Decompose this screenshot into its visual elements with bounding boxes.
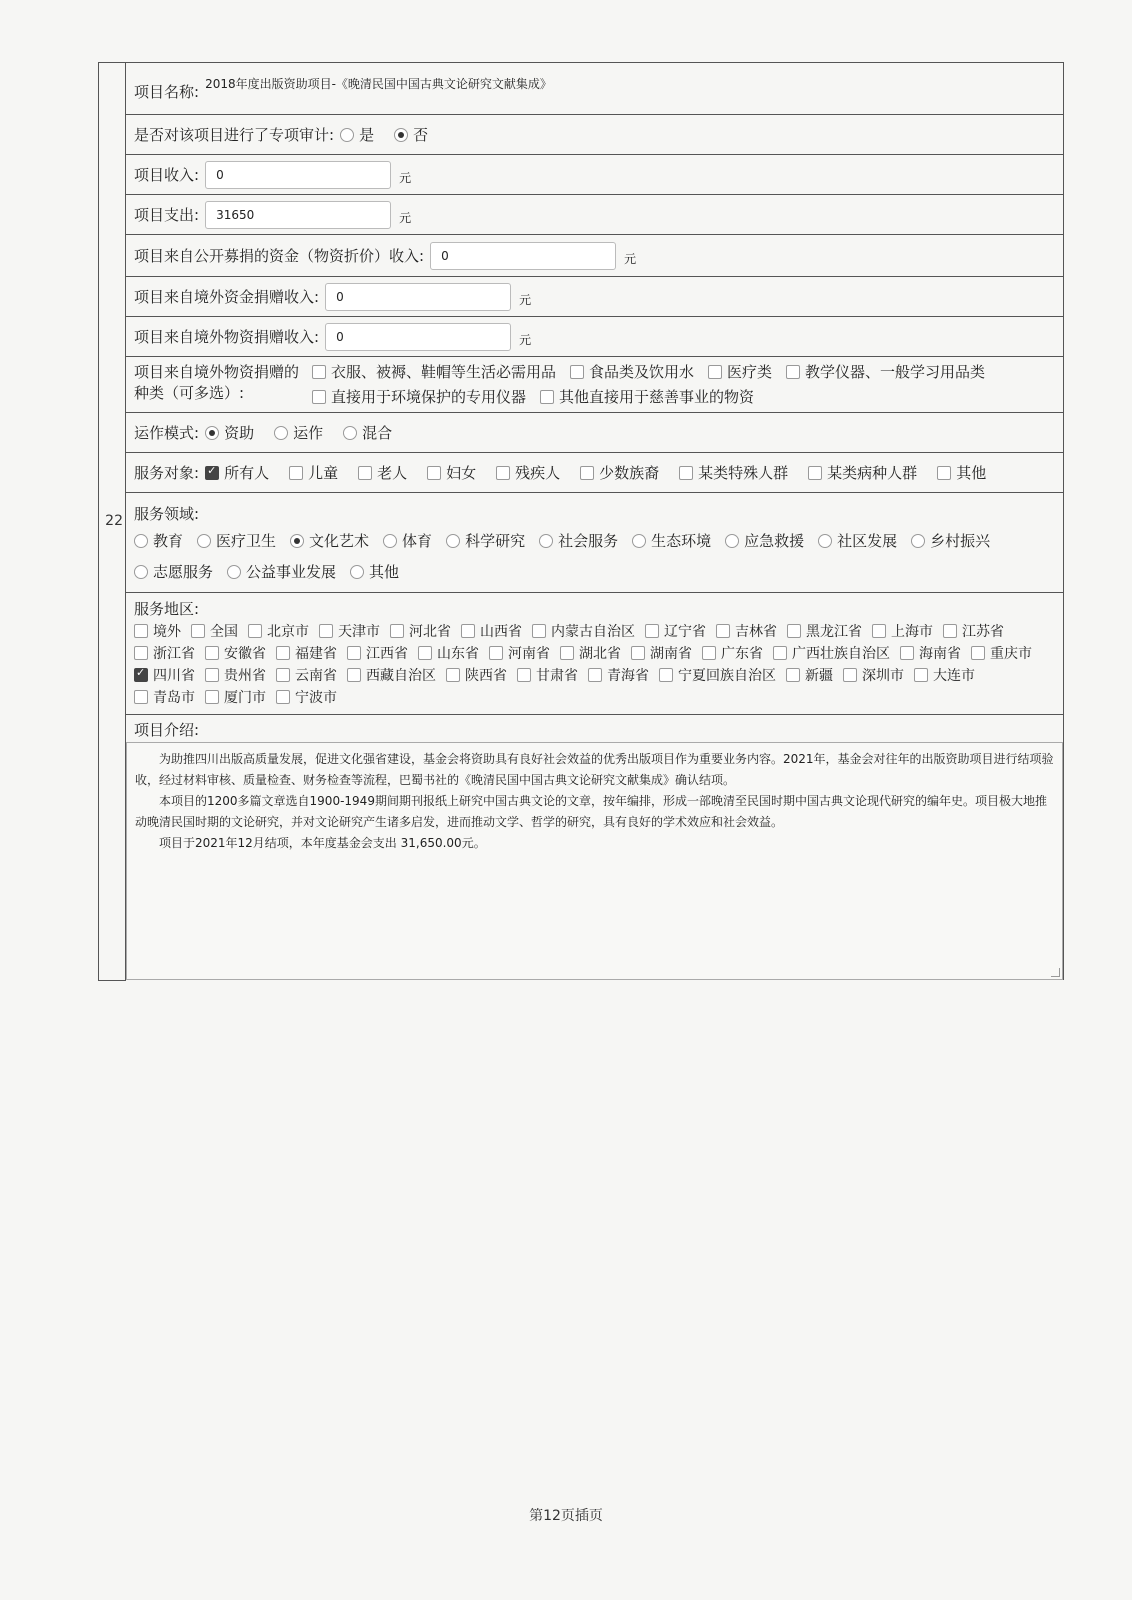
region-option-label: 甘肃省 — [536, 668, 578, 684]
region-option-label: 贵州省 — [224, 668, 266, 684]
region-option-label: 湖北省 — [579, 646, 621, 662]
region-option-label: 吉林省 — [735, 624, 777, 640]
intro-paragraph: 本项目的1200多篇文章选自1900-1949期间期刊报纸上研究中国古典文论的文章，按年编排，形成一部晚清至民国时期中国古典文论现代研究的编年史。项目极大地推动晚清民国时期的文论研究，并对文论研究产生诸多启发，进而推动文学、哲学的研究，具有良好的学术效应和社会效益。 — [135, 794, 1047, 829]
region-checkbox[interactable] — [276, 646, 290, 660]
region-checkbox[interactable] — [900, 646, 914, 660]
mode-option-label: 资助 — [224, 424, 255, 442]
region-checkbox[interactable] — [716, 624, 730, 638]
region-checkbox[interactable] — [773, 646, 787, 660]
region-option-label: 西藏自治区 — [366, 668, 436, 684]
field-radio[interactable] — [197, 534, 211, 548]
region-checkbox[interactable] — [319, 624, 333, 638]
target-checkbox[interactable] — [205, 466, 219, 480]
audit-no-radio[interactable] — [394, 128, 408, 142]
goods-type-checkbox[interactable] — [708, 365, 722, 379]
region-checkbox[interactable] — [645, 624, 659, 638]
region-option-label: 湖南省 — [650, 646, 692, 662]
region-checkbox[interactable] — [134, 668, 148, 682]
region-option-label: 广东省 — [721, 646, 763, 662]
goods-type-checkbox[interactable] — [786, 365, 800, 379]
region-option-label: 青海省 — [607, 668, 649, 684]
expense-label: 项目支出: — [134, 206, 200, 224]
region-option-label: 云南省 — [295, 668, 337, 684]
region-checkbox[interactable] — [205, 690, 219, 704]
field-radio[interactable] — [911, 534, 925, 548]
audit-yes-label: 是 — [359, 126, 375, 144]
mode-radio[interactable] — [205, 426, 219, 440]
region-checkbox[interactable] — [517, 668, 531, 682]
field-option-label: 其他 — [369, 563, 400, 581]
target-checkbox[interactable] — [427, 466, 441, 480]
mode-radio[interactable] — [274, 426, 288, 440]
region-option-label: 厦门市 — [224, 690, 266, 706]
target-option-label: 某类特殊人群 — [698, 464, 789, 482]
region-checkbox[interactable] — [461, 624, 475, 638]
region-option-label: 青岛市 — [153, 690, 195, 706]
field-option-label: 公益事业发展 — [246, 563, 337, 581]
region-checkbox[interactable] — [532, 624, 546, 638]
region-checkbox[interactable] — [588, 668, 602, 682]
target-checkbox[interactable] — [358, 466, 372, 480]
intro-textarea[interactable] — [126, 742, 1063, 980]
region-checkbox[interactable] — [276, 690, 290, 704]
goods-type-label: 衣服、被褥、鞋帽等生活必需用品 — [331, 362, 557, 381]
goods-type-checkbox[interactable] — [570, 365, 584, 379]
field-radio[interactable] — [350, 565, 364, 579]
region-checkbox[interactable] — [560, 646, 574, 660]
goods-type-label: 食品类及饮用水 — [589, 362, 695, 381]
region-option-label: 山东省 — [437, 646, 479, 662]
mode-option-label: 混合 — [362, 424, 393, 442]
region-checkbox[interactable] — [446, 668, 460, 682]
region-option-label: 重庆市 — [990, 646, 1032, 662]
region-checkbox[interactable] — [418, 646, 432, 660]
foreign-fund-unit: 元 — [519, 293, 532, 307]
region-checkbox[interactable] — [347, 668, 361, 682]
row-number-cell — [99, 63, 126, 981]
field-option-label: 体育 — [402, 532, 433, 550]
target-checkbox[interactable] — [937, 466, 951, 480]
region-checkbox[interactable] — [702, 646, 716, 660]
region-checkbox[interactable] — [390, 624, 404, 638]
foreign-goods-type-options — [306, 362, 1055, 408]
expense-input[interactable] — [205, 201, 391, 229]
target-label: 服务对象: — [134, 464, 200, 482]
target-option-label: 残疾人 — [515, 464, 561, 482]
mode-option-label: 运作 — [293, 424, 324, 442]
income-unit: 元 — [399, 171, 412, 185]
field-radio[interactable] — [539, 534, 553, 548]
region-option-label: 广西壮族自治区 — [792, 646, 890, 662]
intro-label: 项目介绍: — [134, 721, 200, 739]
income-input[interactable] — [205, 161, 391, 189]
income-label: 项目收入: — [134, 166, 200, 184]
region-label: 服务地区: — [134, 600, 200, 618]
target-option-label: 某类病种人群 — [827, 464, 918, 482]
mode-label: 运作模式: — [134, 424, 200, 442]
goods-type-label: 直接用于环境保护的专用仪器 — [331, 387, 527, 406]
region-option-label: 江西省 — [366, 646, 408, 662]
foreign-fund-label: 项目来自境外资金捐赠收入: — [134, 288, 320, 306]
target-checkbox[interactable] — [679, 466, 693, 480]
region-checkbox[interactable] — [631, 646, 645, 660]
intro-paragraph: 项目于2021年12月结项，本年度基金会支出 31,650.00元。 — [159, 836, 486, 850]
goods-type-checkbox[interactable] — [540, 390, 554, 404]
goods-type-checkbox[interactable] — [312, 390, 326, 404]
region-option-label: 上海市 — [891, 624, 933, 640]
field-option-label: 社会服务 — [558, 532, 619, 550]
region-checkbox[interactable] — [134, 646, 148, 660]
region-option-label: 黑龙江省 — [806, 624, 862, 640]
field-label: 服务领域: — [134, 505, 200, 523]
region-option-label: 浙江省 — [153, 646, 195, 662]
field-option-label: 教育 — [153, 532, 184, 550]
mode-radio[interactable] — [343, 426, 357, 440]
region-checkbox[interactable] — [205, 646, 219, 660]
expense-unit: 元 — [399, 211, 412, 225]
target-checkbox[interactable] — [808, 466, 822, 480]
field-radio[interactable] — [446, 534, 460, 548]
region-checkbox[interactable] — [971, 646, 985, 660]
audit-label: 是否对该项目进行了专项审计: — [134, 126, 335, 144]
row-number: 22 — [105, 513, 123, 530]
field-option-label: 医疗卫生 — [216, 532, 277, 550]
region-option-label: 新疆 — [805, 668, 833, 684]
region-option-label: 四川省 — [153, 668, 195, 684]
region-option-label: 山西省 — [480, 624, 522, 640]
region-checkbox[interactable] — [843, 668, 857, 682]
region-option-label: 内蒙古自治区 — [551, 624, 635, 640]
field-option-label: 乡村振兴 — [930, 532, 991, 550]
foreign-fund-input[interactable] — [325, 283, 511, 311]
public-donation-label: 项目来自公开募捐的资金（物资折价）收入: — [134, 247, 425, 265]
field-option-label: 文化艺术 — [309, 532, 370, 550]
region-checkbox[interactable] — [191, 624, 205, 638]
region-option-label: 境外 — [153, 624, 181, 640]
region-checkbox[interactable] — [786, 668, 800, 682]
audit-no-label: 否 — [413, 126, 429, 144]
field-option-label: 志愿服务 — [153, 563, 214, 581]
page-footer: 第12页插页 — [529, 1508, 603, 1524]
target-option-label: 少数族裔 — [599, 464, 660, 482]
intro-paragraph: 为助推四川出版高质量发展，促进文化强省建设，基金会将资助具有良好社会效益的优秀出版项目作为重要业务内容。2021年，基金会对往年的出版资助项目进行结项验收，经过材料审核、质量检查、财务检查等流程，巴蜀书社的《晚清民国中国古典文论研究文献集成》确认结项。 — [135, 752, 1054, 787]
target-option-label: 儿童 — [308, 464, 339, 482]
region-checkbox[interactable] — [659, 668, 673, 682]
public-donation-input[interactable] — [430, 242, 616, 270]
region-options — [134, 621, 1055, 707]
field-radio[interactable] — [134, 534, 148, 548]
target-option-label: 其他 — [956, 464, 987, 482]
region-option-label: 宁夏回族自治区 — [678, 668, 776, 684]
region-option-label: 宁波市 — [295, 690, 337, 706]
region-checkbox[interactable] — [787, 624, 801, 638]
goods-type-label: 其他直接用于慈善事业的物资 — [559, 387, 755, 406]
field-radio[interactable] — [818, 534, 832, 548]
target-option-label: 所有人 — [224, 464, 270, 482]
region-checkbox[interactable] — [872, 624, 886, 638]
field-option-label: 社区发展 — [837, 532, 898, 550]
project-name-value: 2018年度出版资助项目-《晚清民国中国古典文论研究文献集成》 — [205, 77, 552, 91]
region-checkbox[interactable] — [205, 668, 219, 682]
region-checkbox[interactable] — [489, 646, 503, 660]
field-radio[interactable] — [134, 565, 148, 579]
region-checkbox[interactable] — [943, 624, 957, 638]
region-option-label: 大连市 — [933, 668, 975, 684]
goods-type-checkbox[interactable] — [312, 365, 326, 379]
region-checkbox[interactable] — [347, 646, 361, 660]
field-options — [134, 530, 1055, 582]
region-option-label: 福建省 — [295, 646, 337, 662]
region-option-label: 深圳市 — [862, 668, 904, 684]
region-option-label: 北京市 — [267, 624, 309, 640]
resize-handle-icon[interactable] — [1051, 968, 1060, 977]
region-checkbox[interactable] — [914, 668, 928, 682]
foreign-goods-unit: 元 — [519, 333, 532, 347]
region-checkbox[interactable] — [134, 624, 148, 638]
target-checkbox[interactable] — [289, 466, 303, 480]
target-option-label: 妇女 — [446, 464, 477, 482]
field-radio[interactable] — [725, 534, 739, 548]
field-option-label: 应急救援 — [744, 532, 805, 550]
region-option-label: 河南省 — [508, 646, 550, 662]
region-option-label: 河北省 — [409, 624, 451, 640]
region-option-label: 安徽省 — [224, 646, 266, 662]
region-option-label: 天津市 — [338, 624, 380, 640]
project-form — [98, 62, 1064, 981]
foreign-goods-input[interactable] — [325, 323, 511, 351]
project-name-label: 项目名称: — [134, 83, 200, 101]
region-option-label: 陕西省 — [465, 668, 507, 684]
region-option-label: 海南省 — [919, 646, 961, 662]
foreign-goods-label: 项目来自境外物资捐赠收入: — [134, 328, 320, 346]
audit-yes-radio[interactable] — [340, 128, 354, 142]
target-option-label: 老人 — [377, 464, 408, 482]
region-checkbox[interactable] — [134, 690, 148, 704]
region-option-label: 辽宁省 — [664, 624, 706, 640]
region-checkbox[interactable] — [276, 668, 290, 682]
region-checkbox[interactable] — [248, 624, 262, 638]
goods-type-label: 医疗类 — [727, 362, 773, 381]
target-checkbox[interactable] — [496, 466, 510, 480]
goods-type-label: 教学仪器、一般学习用品类 — [805, 362, 986, 381]
foreign-goods-type-label: 项目来自境外物资捐赠的种类（可多选）: — [134, 362, 300, 402]
field-radio[interactable] — [227, 565, 241, 579]
region-option-label: 全国 — [210, 624, 238, 640]
field-radio[interactable] — [290, 534, 304, 548]
region-option-label: 江苏省 — [962, 624, 1004, 640]
public-donation-unit: 元 — [624, 252, 637, 266]
target-checkbox[interactable] — [580, 466, 594, 480]
field-option-label: 生态环境 — [651, 532, 712, 550]
field-radio[interactable] — [632, 534, 646, 548]
field-radio[interactable] — [383, 534, 397, 548]
field-option-label: 科学研究 — [465, 532, 526, 550]
